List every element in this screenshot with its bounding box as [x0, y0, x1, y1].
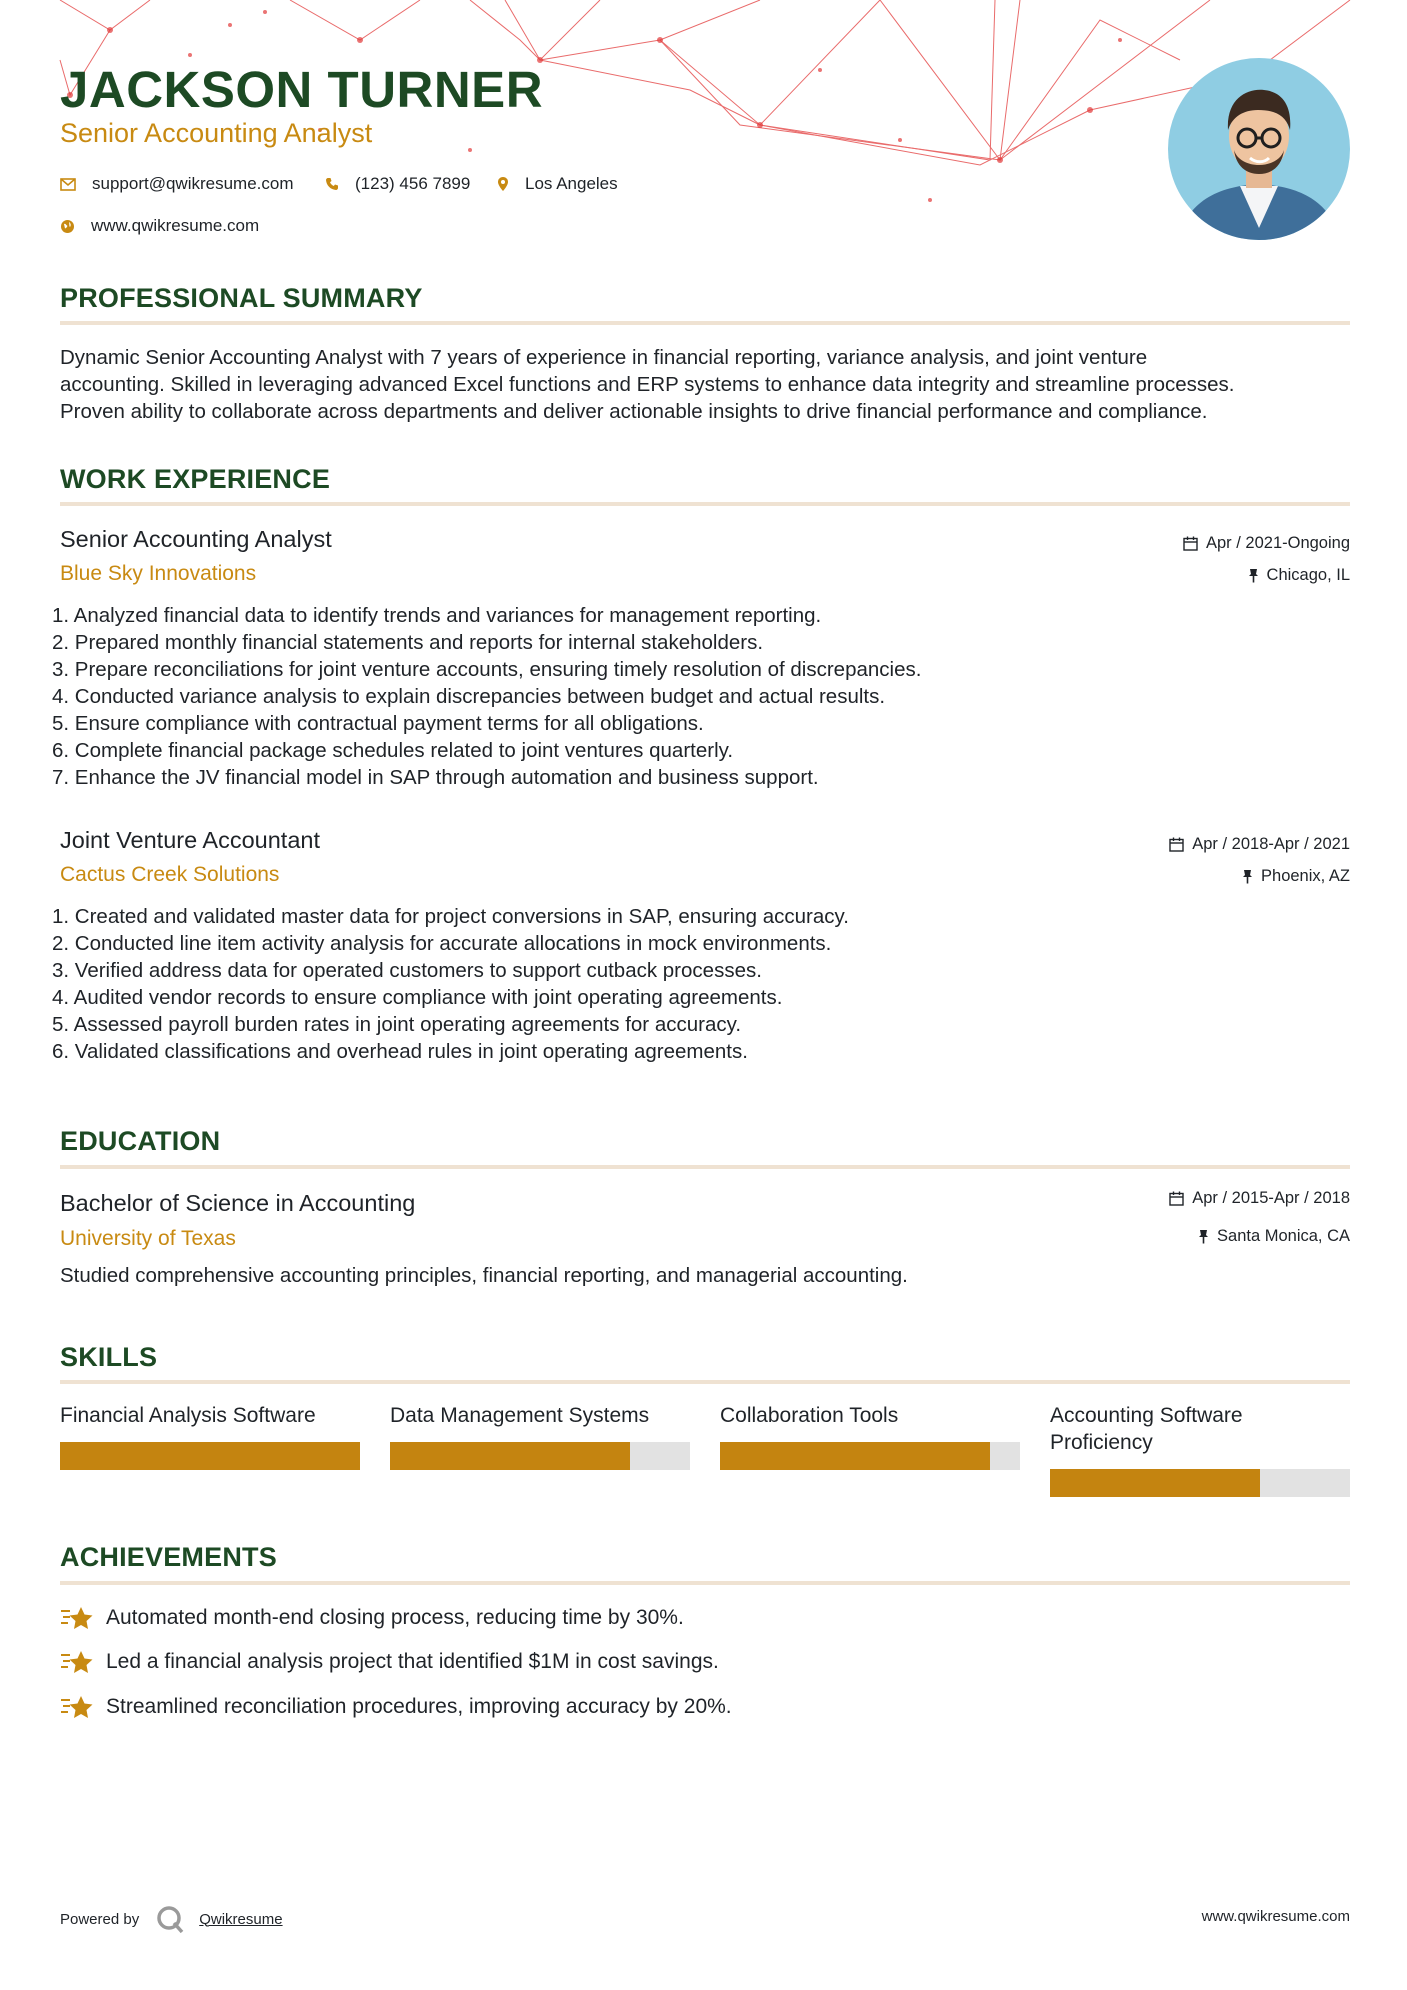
job-location [1242, 867, 1350, 886]
degree-title: Bachelor of Science in Accounting [60, 1190, 416, 1216]
skill-item [1050, 1402, 1350, 1497]
list-item: 2. Conducted line item activity analysis for accurate allocations in mock environments. [52, 932, 832, 955]
list-item: 4. Conducted variance analysis to explain discrepancies between budget and actual results. [52, 685, 886, 708]
school-name: University of Texas [60, 1227, 236, 1250]
skill-label: Collaboration Tools [720, 1404, 899, 1427]
education-heading: EDUCATION [60, 1126, 221, 1156]
experience-divider [60, 502, 1350, 506]
education-location-text: Santa Monica, CA [1217, 1227, 1350, 1245]
list-item: 2. Prepared monthly financial statements and reports for internal stakeholders. [52, 631, 764, 654]
list-item: 5. Ensure compliance with contractual payment terms for all obligations. [52, 712, 704, 735]
list-item: 6. Validated classifications and overhead rules in joint operating agreements. [52, 1040, 748, 1063]
list-item: 1. Analyzed financial data to identify trends and variances for management reporting. [52, 604, 822, 627]
achievement-item [60, 1649, 719, 1675]
website-text: www.qwikresume.com [91, 216, 260, 235]
contact-location [497, 174, 618, 194]
job-location [1248, 566, 1350, 585]
education-dates [1169, 1189, 1350, 1208]
candidate-name: JACKSON TURNER [60, 61, 544, 118]
experience-heading: WORK EXPERIENCE [60, 464, 331, 494]
achievement-item [60, 1694, 732, 1720]
job-title: Joint Venture Accountant [60, 827, 320, 853]
job-dates-text: Apr / 2021-Ongoing [1205, 534, 1350, 552]
skill-label: Accounting Software Proficiency [1050, 1404, 1243, 1454]
summary-line: accounting. Skilled in leveraging advanced Excel functions and ERP systems to enhance data integrity and streamline processes. [60, 373, 1235, 396]
qwikresume-logo-icon [155, 1904, 185, 1934]
skill-item [720, 1402, 1020, 1470]
education-description: Studied comprehensive accounting principles, financial reporting, and managerial accounting. [60, 1264, 908, 1287]
skill-label: Data Management Systems [390, 1404, 650, 1427]
skill-bar-fill [720, 1442, 990, 1470]
list-item: 1. Created and validated master data for project conversions in SAP, ensuring accuracy. [52, 905, 849, 928]
achievement-text: Automated month-end closing process, reducing time by 30%. [106, 1606, 684, 1629]
skill-label: Financial Analysis Software [60, 1404, 316, 1427]
skill-bar-fill [60, 1442, 360, 1470]
calendar-icon [1169, 1191, 1184, 1206]
job-company: Cactus Creek Solutions [60, 863, 280, 886]
job-dates [1183, 534, 1350, 553]
calendar-icon [1183, 536, 1198, 551]
list-item: 3. Verified address data for operated customers to support cutback processes. [52, 959, 762, 982]
skill-bar-fill [1050, 1469, 1260, 1497]
summary-line: Proven ability to collaborate across departments and deliver actionable insights to drive financial performance and compliance. [60, 400, 1208, 423]
skill-bar [1050, 1469, 1350, 1497]
skill-bar [390, 1442, 690, 1470]
qwikresume-link[interactable]: Qwikresume [199, 1910, 283, 1928]
achievement-text: Streamlined reconciliation procedures, improving accuracy by 20%. [106, 1695, 732, 1718]
job-bullets [52, 903, 849, 1065]
list-item: 3. Prepare reconciliations for joint venture accounts, ensuring timely resolution of discrepancies. [52, 658, 922, 681]
list-item: 5. Assessed payroll burden rates in joint operating agreements for accuracy. [52, 1013, 742, 1036]
email-text: support@qwikresume.com [92, 174, 294, 193]
pushpin-icon [1248, 568, 1259, 583]
achievement-text: Led a financial analysis project that identified $1M in cost savings. [106, 1650, 719, 1673]
map-pin-icon [497, 176, 509, 192]
footer-website[interactable]: www.qwikresume.com [1201, 1908, 1350, 1925]
job-location-text: Chicago, IL [1266, 566, 1350, 584]
pushpin-icon [1198, 1229, 1209, 1244]
summary-text [60, 344, 1355, 425]
summary-line: Dynamic Senior Accounting Analyst with 7 years of experience in financial reporting, variance analysis, and joint venture [60, 346, 1148, 369]
skills-heading: SKILLS [60, 1342, 158, 1372]
pushpin-icon [1242, 869, 1253, 884]
job-bullets [52, 602, 921, 791]
footer-powered-by [60, 1904, 283, 1934]
summary-heading: PROFESSIONAL SUMMARY [60, 283, 423, 313]
summary-divider [60, 321, 1350, 325]
achievements-divider [60, 1581, 1350, 1585]
star-badge-icon [60, 1694, 94, 1720]
avatar-illustration [1168, 58, 1350, 240]
achievements-heading: ACHIEVEMENTS [60, 1542, 277, 1572]
location-text: Los Angeles [525, 174, 618, 193]
skills-divider [60, 1380, 1350, 1384]
list-item: 4. Audited vendor records to ensure compliance with joint operating agreements. [52, 986, 783, 1009]
education-divider [60, 1165, 1350, 1169]
education-dates-text: Apr / 2015-Apr / 2018 [1192, 1189, 1350, 1207]
job-title: Senior Accounting Analyst [60, 526, 332, 552]
phone-text: (123) 456 7899 [355, 174, 471, 193]
skill-bar-fill [390, 1442, 630, 1470]
star-badge-icon [60, 1605, 94, 1631]
education-location [1198, 1227, 1350, 1246]
skill-bar [720, 1442, 1020, 1470]
job-company: Blue Sky Innovations [60, 562, 257, 585]
job-dates [1169, 835, 1350, 854]
profile-photo [1168, 58, 1350, 240]
skill-item [60, 1402, 360, 1470]
list-item: 7. Enhance the JV financial model in SAP through automation and business support. [52, 766, 819, 789]
contact-phone[interactable] [325, 174, 470, 194]
globe-icon [60, 219, 75, 234]
powered-by-label: Powered by [60, 1910, 140, 1928]
contact-email[interactable] [60, 174, 294, 194]
contact-website[interactable] [60, 216, 259, 236]
star-badge-icon [60, 1649, 94, 1675]
job-location-text: Phoenix, AZ [1261, 867, 1350, 885]
job-dates-text: Apr / 2018-Apr / 2021 [1192, 835, 1350, 853]
skill-bar [60, 1442, 360, 1470]
candidate-role: Senior Accounting Analyst [60, 118, 373, 148]
list-item: 6. Complete financial package schedules related to joint ventures quarterly. [52, 739, 734, 762]
achievement-item [60, 1605, 684, 1631]
skill-item [390, 1402, 690, 1470]
envelope-icon [60, 178, 76, 191]
calendar-icon [1169, 837, 1184, 852]
phone-icon [325, 177, 339, 191]
